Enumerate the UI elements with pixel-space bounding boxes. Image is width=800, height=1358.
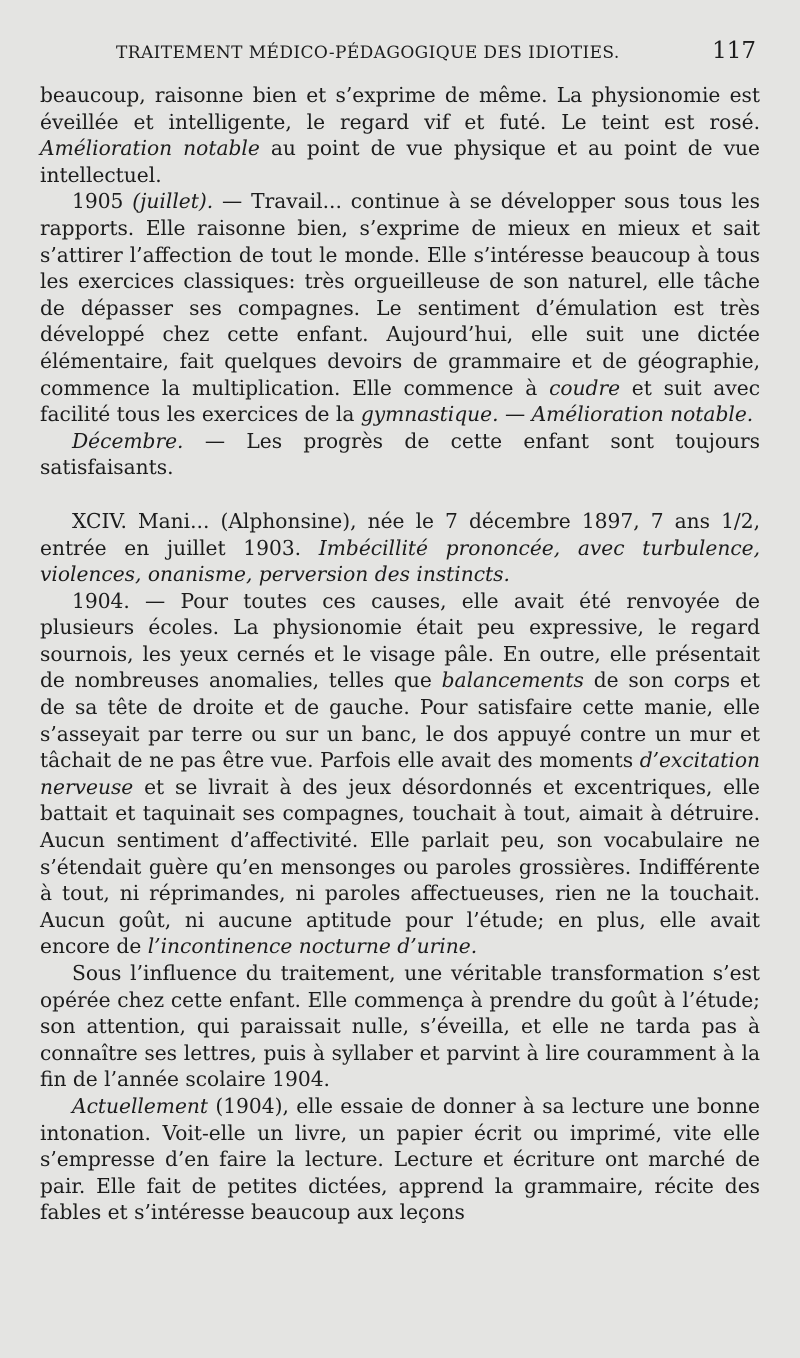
running-title: TRAITEMENT MÉDICO-PÉDAGOGIQUE DES IDIOTIES. bbox=[116, 43, 620, 63]
text-run: 1904. — Pour toutes ces causes, elle avait été renvoyée de plusieurs écoles. La physionomie était peu expressive, le regard sournois, les yeux cernés et le visage pâle. En outre, elle présentait de nombreuses anomalies, telles que bbox=[40, 588, 760, 693]
paragraph bbox=[40, 508, 760, 588]
italic-text: Amélioration notable. bbox=[531, 402, 754, 427]
text-run: au point de vue physique et au point de vue intellectuel. bbox=[40, 136, 760, 187]
italic-text: gymnastique. bbox=[360, 402, 499, 427]
paragraph bbox=[40, 960, 760, 1093]
text-run: Sous l’influence du traitement, une véritable transformation s’est opérée chez cette enfant. Elle commença à prendre du goût à l’étude; son attention, qui paraissait nulle, s’éveilla, et elle ne tarda pas à connaître ses lettres, puis à syllaber et parvint à lire couramment à la fin de l’année scolaire 1904. bbox=[40, 961, 760, 1092]
italic-text: Imbécillité prononcée, avec turbulence, violences, onanisme, perversion des instincts. bbox=[40, 535, 760, 587]
text-run: (1904), elle essaie de donner à sa lecture une bonne intonation. Voit-elle un livre, un papier écrit ou imprimé, vite elle s’empresse d’en faire la lecture. Lecture et écriture ont marché de pair. Elle fait de petites dictées, apprend la grammaire, récite des fables et s’intéresse beaucoup aux leçons bbox=[40, 1093, 760, 1225]
paragraph bbox=[40, 82, 760, 188]
page-header bbox=[116, 38, 756, 68]
paragraph bbox=[40, 1093, 760, 1226]
text-run: — Travail... continue à se développer sous tous les rapports. Elle raisonne bien, s’exprime de mieux en mieux et sait s’attirer l’affection de tout le monde. Elle s’intéresse beaucoup à tous les exercices classiques: très orgueilleuse de son naturel, elle tâche de dépasser ses compagnes. Le sentiment d’émulation est très développé chez cette enfant. Aujourd’hui, elle suit une dictée élémentaire, fait quelques devoirs de grammaire et de géographie, commence la multiplication. Elle commence à bbox=[40, 189, 761, 400]
italic-text: coudre bbox=[549, 375, 621, 400]
italic-text: Actuellement bbox=[72, 1093, 209, 1118]
paragraph bbox=[40, 428, 760, 481]
body-text bbox=[40, 82, 760, 1226]
italic-text: Décembre. bbox=[72, 428, 184, 453]
italic-text: Amélioration notable bbox=[40, 136, 260, 161]
italic-text: (juillet). bbox=[132, 189, 214, 214]
text-run: — Les progrès de cette enfant sont toujours satisfaisants. bbox=[40, 428, 760, 480]
text-run: — bbox=[498, 402, 532, 427]
italic-text: l’incontinence nocturne d’urine. bbox=[147, 934, 478, 959]
text-run: 1905 bbox=[72, 189, 133, 214]
text-run: et suit avec facilité tous les exercices de la bbox=[40, 375, 761, 427]
italic-text: d’excitation nerveuse bbox=[40, 748, 760, 799]
text-run: beaucoup, raisonne bien et s’exprime de même. La physionomie est éveillée et intelligente, le regard vif et futé. Le teint est rosé. bbox=[40, 83, 760, 134]
text-run: de son corps et de sa tête de droite et de gauche. Pour satisfaire cette manie, elle s’asseyait par terre ou sur un banc, le dos appuyé contre un mur et tâchait de ne pas être vue. Parfois elle avait des moments bbox=[40, 668, 760, 773]
paragraph bbox=[40, 588, 760, 960]
text-run: XCIV. Mani... (Alphonsine), née le 7 décembre 1897, 7 ans 1/2, entrée en juillet 1903. bbox=[40, 508, 760, 560]
page-number: 117 bbox=[712, 38, 756, 64]
paragraph bbox=[40, 188, 760, 427]
italic-text: balancements bbox=[441, 668, 584, 693]
text-run: et se livrait à des jeux désordonnés et excentriques, elle battait et taquinait ses compagnes, touchait à tout, aimait à détruire. Aucun sentiment d’affectivité. Elle parlait peu, son vocabulaire ne s’étendait guère qu’en mensonges ou paroles grossières. Indifférente à tout, ni réprimandes, ni paroles affectueuses, rien ne la touchait. Aucun goût, ni aucune aptitude pour l’étude; en plus, elle avait encore de bbox=[40, 774, 760, 959]
